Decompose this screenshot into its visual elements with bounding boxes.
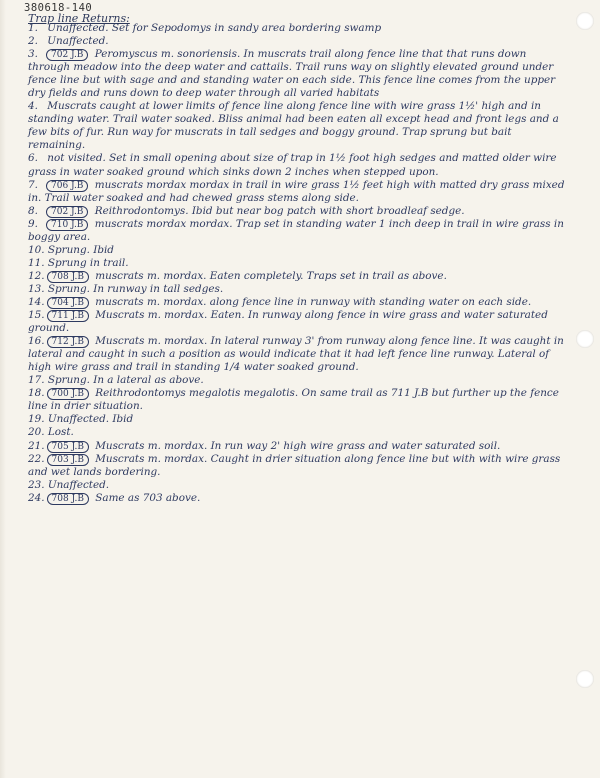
entry-number: 23. xyxy=(28,478,45,491)
entry-text: muscrats mordax mordax. Trap set in standing water 1 inch deep in trail in wire grass in boggy area. xyxy=(28,217,564,243)
trap-entry xyxy=(28,35,570,48)
trap-entry xyxy=(28,179,570,205)
entry-text: Lost. xyxy=(44,426,74,439)
binder-hole xyxy=(576,12,594,30)
trap-entry xyxy=(28,374,570,387)
entry-text: muscrats m. mordax. Eaten completely. Traps set in trail as above. xyxy=(91,269,447,282)
entry-number: 1. xyxy=(28,22,38,34)
binder-hole xyxy=(576,330,594,348)
entry-number: 9. xyxy=(28,217,38,230)
specimen-tag: 702 J.B xyxy=(46,206,88,218)
entry-text: not visited. Set in small opening about size of trap in 1½ foot high sedges and matted older wire grass in water soaked ground which sinks down 2 inches when stepped upon. xyxy=(28,152,557,178)
specimen-tag: 702 J.B xyxy=(46,49,88,61)
trap-entry xyxy=(28,479,570,492)
trap-entry xyxy=(28,296,570,309)
entry-number: 19. xyxy=(28,413,45,426)
entry-text: Sprung. In a lateral as above. xyxy=(44,374,204,387)
entry-number: 22. xyxy=(28,452,45,465)
trap-entry xyxy=(28,48,570,100)
binder-hole xyxy=(576,670,594,688)
trap-entry xyxy=(28,309,570,335)
trap-entry xyxy=(28,100,570,152)
specimen-tag: 711 J.B xyxy=(47,310,89,322)
entry-number: 4. xyxy=(28,100,38,113)
entry-number: 17. xyxy=(28,374,45,387)
entry-text: Unaffected. Set for Sepodomys in sandy area bordering swamp xyxy=(44,22,382,34)
trap-entry xyxy=(28,283,570,296)
trap-entries-list xyxy=(28,22,570,505)
trap-entry xyxy=(28,218,570,244)
trap-entry xyxy=(28,413,570,426)
page-margin xyxy=(0,0,6,778)
entry-text: Muscrats caught at lower limits of fence line along fence line with wire grass 1½' high and in standing water. Trail water soaked. Bliss animal had been eaten all except head and front legs and a few bits of fur. Run way for muscrats in tall sedges and boggy ground. Trap sprung but bait remaining. xyxy=(28,100,559,152)
entry-number: 11. xyxy=(28,256,45,269)
entry-text: Muscrats m. mordax. Caught in drier situation along fence line but with with wire grass and wet lands bordering. xyxy=(28,452,561,478)
entry-number: 16. xyxy=(28,335,45,348)
entry-number: 15. xyxy=(28,309,45,322)
entry-text: muscrats mordax mordax in trail in wire grass 1½ feet high with matted dry grass mixed in. Trail water soaked and had chewed grass stems along side. xyxy=(28,178,565,204)
entry-number: 14. xyxy=(28,295,45,308)
entry-text: Sprung. Ibid xyxy=(44,243,114,256)
specimen-tag: 706 J.B xyxy=(46,180,88,192)
specimen-tag: 708 J.B xyxy=(47,271,89,283)
entry-text: Reithrodontomys megalotis megalotis. On same trail as 711 J.B but further up the fence line in drier situation. xyxy=(28,387,559,413)
entry-number: 13. xyxy=(28,282,45,295)
entry-text: Unaffected. xyxy=(44,478,110,491)
entry-number: 18. xyxy=(28,387,45,400)
document-id: 380618-140 xyxy=(24,2,93,14)
entry-number: 12. xyxy=(28,269,45,282)
specimen-tag: 704 J.B xyxy=(47,297,89,309)
trap-entry xyxy=(28,426,570,439)
trap-entry xyxy=(28,270,570,283)
trap-entry xyxy=(28,335,570,374)
entry-number: 10. xyxy=(28,243,45,256)
entry-number: 3. xyxy=(28,48,38,61)
entry-text: Unaffected. Ibid xyxy=(44,413,134,426)
specimen-tag: 708 J.B xyxy=(47,493,89,505)
specimen-tag: 710 J.B xyxy=(46,219,88,231)
entry-text: Sprung. In runway in tall sedges. xyxy=(44,282,224,295)
trap-entry xyxy=(28,152,570,178)
trap-entry xyxy=(28,22,570,35)
entry-text: Peromyscus m. sonoriensis. In muscrats trail along fence line that that runs down through meadow into the deep water and cattails. Trail runs way on slightly elevated ground under fence line but with sage and and standing water on each side. This fence line comes from the upper dry fields and runs down to deep water through all varied habitats xyxy=(28,48,556,100)
entry-text: Reithrodontomys. Ibid but near bog patch with short broadleaf sedge. xyxy=(91,204,465,217)
entry-number: 6. xyxy=(28,152,38,165)
entry-number: 8. xyxy=(28,204,38,217)
entry-text: Same as 703 above. xyxy=(91,491,201,504)
trap-entry xyxy=(28,440,570,453)
entry-text: Unaffected. xyxy=(44,35,109,48)
trap-entry xyxy=(28,387,570,413)
entry-text: Muscrats m. mordax. Eaten. In runway along fence in wire grass and water saturated ground. xyxy=(28,309,548,335)
trap-entry xyxy=(28,492,570,505)
trap-entry xyxy=(28,257,570,270)
entry-text: muscrats m. mordax. along fence line in runway with standing water on each side. xyxy=(91,295,532,308)
trap-entry xyxy=(28,244,570,257)
entry-text: Muscrats m. mordax. In lateral runway 3' from runway along fence line. It was caught in lateral and caught in such a position as would indicate that it had left fence line runway. Lateral of high wire grass and trail in standing 1/4 water soaked ground. xyxy=(28,335,564,374)
specimen-tag: 700 J.B xyxy=(47,388,89,400)
trap-entry xyxy=(28,205,570,218)
page-title: Trap line Returns: xyxy=(28,12,130,25)
entry-number: 7. xyxy=(28,178,38,191)
specimen-tag: 712 J.B xyxy=(47,336,89,348)
trap-entry xyxy=(28,453,570,479)
entry-number: 24. xyxy=(28,491,45,504)
entry-number: 20. xyxy=(28,426,45,439)
entry-number: 2. xyxy=(28,35,38,48)
specimen-tag: 703 J.B xyxy=(47,454,89,466)
entry-number: 21. xyxy=(28,439,45,452)
specimen-tag: 705 J.B xyxy=(47,441,89,453)
entry-text: Sprung in trail. xyxy=(44,256,129,269)
entry-text: Muscrats m. mordax. In run way 2' high wire grass and water saturated soil. xyxy=(91,439,501,452)
